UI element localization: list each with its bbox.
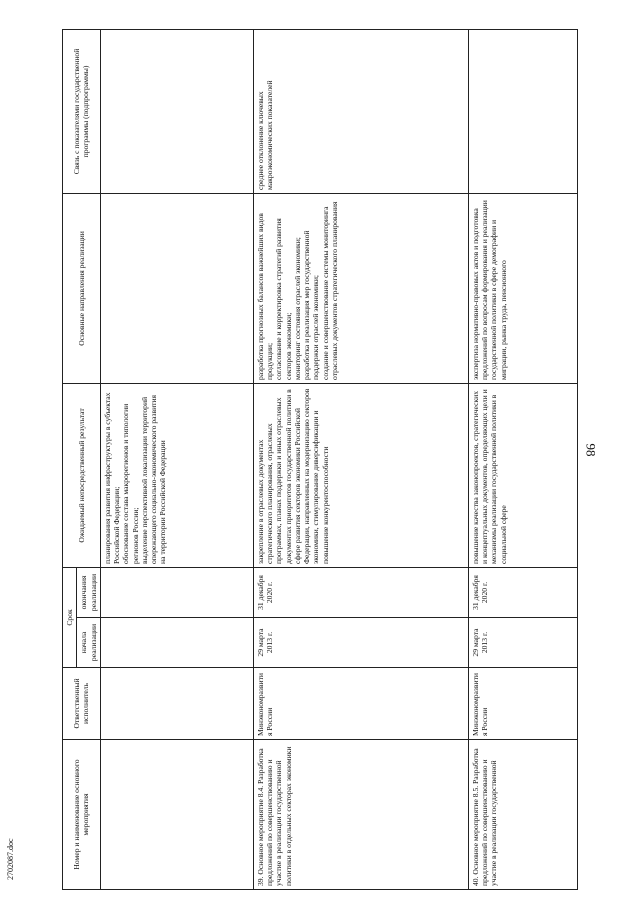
cell-end: 31 декабря 2020 г.	[253, 567, 468, 617]
cell-executor: Минэкономразвития России	[253, 668, 468, 740]
cell-executor: Минэкономразвития России	[468, 668, 577, 740]
cell-directions: экспертиза нормативно-правовых актов и подготовка предложений по вопросам формирования и реализации государственной политики в сфере демографии и миграции, рынка труда, пенсионного	[468, 193, 577, 383]
cell-directions	[100, 193, 253, 383]
table-row	[253, 29, 468, 889]
header-activity: Номер и наименование основного мероприятия	[63, 740, 101, 890]
cell-link	[100, 29, 253, 193]
table-row	[468, 29, 577, 889]
cell-activity	[100, 740, 253, 890]
header-term-start: начала реализации	[77, 618, 101, 668]
document-code: 2702087.doc	[6, 838, 15, 880]
page-number: 98	[583, 443, 599, 457]
cell-start: 29 марта 2013 г.	[253, 618, 468, 668]
activity-name: Основное мероприятие 8.5. Разработка предложений по совершенствованию и участие в реализации государственной	[470, 748, 499, 886]
header-term-end: окончания реализации	[77, 567, 101, 617]
cell-result: повышение качества законопроектов, стратегических и концептуальных документов, определяющих цели и механизмы реализации государственной политики в социальной сфере	[468, 383, 577, 567]
cell-end: 31 декабря 2020 г.	[468, 567, 577, 617]
header-term: Срок	[63, 567, 77, 667]
header-directions: Основные направления реализации	[63, 193, 101, 383]
cell-result: закрепление в отраслевых документах стратегического планирования, отраслевых программах, планах поддержки и иных отраслевых документах приоритетов государственной политики в сфере развития секторов экономики Российской Федерации, направленных на модернизацию секторов экономики, стимулирование диверсификации и повышение конкурентоспособности	[253, 383, 468, 567]
cell-executor	[100, 668, 253, 740]
cell-start	[100, 618, 253, 668]
row-number: 39.	[255, 876, 265, 886]
cell-link: среднее отклонение ключевых макроэкономических показателей	[253, 29, 468, 193]
cell-directions: разработка прогнозных балансов важнейших видов продукции; согласование и корректировка стратегий развития секторов экономики; мониторинг состояния отраслей экономики; разработка и реализация мер государственной поддержки отраслей экономики; создание и совершенствование системы мониторинга отраслевых документов стратегического планирования	[253, 193, 468, 383]
header-result: Ожидаемый непосредственный результат	[63, 383, 101, 567]
header-row	[63, 29, 77, 889]
row-number: 40.	[470, 876, 480, 886]
cell-result: планирования развития инфраструктуры в субъектах Российской Федерации; обоснование состава макрорегионов и типологии регионов России; выделение перспективной локализации территорий опережающего социально-экономического развития на территории Российской Федерации	[100, 383, 253, 567]
cell-activity	[468, 740, 577, 890]
header-executor: Ответственный исполнитель	[63, 668, 101, 740]
cell-end	[100, 567, 253, 617]
cell-link	[468, 29, 577, 193]
rotated-page	[62, 30, 582, 890]
cell-start: 29 марта 2013 г.	[468, 618, 577, 668]
header-indicators-link: Связь с показателями государственной программы (подпрограммы)	[63, 29, 101, 193]
activities-table	[62, 29, 578, 890]
cell-activity	[253, 740, 468, 890]
activity-name: Основное мероприятие 8.4. Разработка предложений по совершенствованию и участие в реализации государственной политики в отдельных секторах экономики	[255, 746, 293, 886]
table-row	[100, 29, 253, 889]
